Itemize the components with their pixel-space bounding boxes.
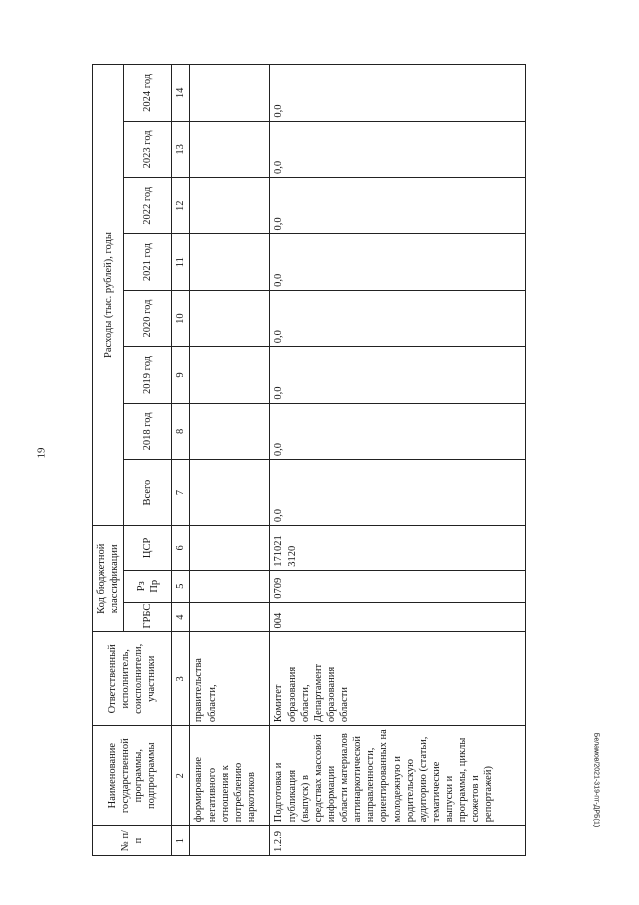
header-2019: 2019 год bbox=[124, 347, 172, 403]
row2-resp: Комитет образования области, Департамент образования области bbox=[270, 632, 526, 726]
row2-2021: 0,0 bbox=[270, 234, 526, 290]
colnum: 1 bbox=[172, 826, 190, 856]
row2-2020: 0,0 bbox=[270, 290, 526, 346]
colnum: 2 bbox=[172, 726, 190, 826]
row1-name: формирование негативного отношения к потреблению наркотиков bbox=[190, 726, 270, 826]
row1-no bbox=[190, 826, 270, 856]
header-expenses: Расходы (тыс. рублей), годы bbox=[93, 65, 124, 526]
header-2023: 2023 год bbox=[124, 121, 172, 177]
row2-2022: 0,0 bbox=[270, 178, 526, 234]
row1-resp: правительства области, bbox=[190, 632, 270, 726]
header-grbs: ГРБС bbox=[124, 602, 172, 632]
header-rz: Рз Пр bbox=[124, 570, 172, 602]
table-row bbox=[270, 65, 526, 856]
column-numbers-row bbox=[172, 65, 190, 856]
header-name: Наименование государственной программы, подпрограммы bbox=[93, 726, 172, 826]
header-no: № п/п bbox=[93, 826, 172, 856]
header-2021: 2021 год bbox=[124, 234, 172, 290]
row2-2018: 0,0 bbox=[270, 403, 526, 459]
row2-csr: 171021 3120 bbox=[270, 526, 526, 571]
colnum: 8 bbox=[172, 403, 190, 459]
colnum: 13 bbox=[172, 121, 190, 177]
header-2018: 2018 год bbox=[124, 403, 172, 459]
colnum: 4 bbox=[172, 602, 190, 632]
header-2022: 2022 год bbox=[124, 178, 172, 234]
row2-no: 1.2.9 bbox=[270, 826, 526, 856]
header-kbk: Код бюджетной классификации bbox=[93, 526, 124, 632]
colnum: 9 bbox=[172, 347, 190, 403]
row2-rz: 0709 bbox=[270, 570, 526, 602]
colnum: 3 bbox=[172, 632, 190, 726]
budget-table-rotated bbox=[92, 64, 526, 856]
header-2024: 2024 год bbox=[124, 65, 172, 122]
row2-2023: 0,0 bbox=[270, 121, 526, 177]
row2-name: Подготовка и публикация (выпуск) в средствах массовой информации области материалов антинаркотической направленности, ориентированных на молодежную и родительскую аудиторию (статьи, тематические выпуски и программы, циклы сюжетов и репортажей) bbox=[270, 726, 526, 826]
colnum: 11 bbox=[172, 234, 190, 290]
colnum: 6 bbox=[172, 526, 190, 571]
header-csr: ЦСР bbox=[124, 526, 172, 571]
table-row bbox=[190, 65, 270, 856]
colnum: 7 bbox=[172, 460, 190, 526]
header-2020: 2020 год bbox=[124, 290, 172, 346]
row2-2019: 0,0 bbox=[270, 347, 526, 403]
row2-grbs: 004 bbox=[270, 602, 526, 632]
row2-total: 0,0 bbox=[270, 460, 526, 526]
colnum: 14 bbox=[172, 65, 190, 122]
document-footer: Беламов/2021-319-пт-ДРБ(1) bbox=[592, 732, 600, 828]
colnum: 12 bbox=[172, 178, 190, 234]
page-number: 19 bbox=[35, 447, 48, 459]
colnum: 10 bbox=[172, 290, 190, 346]
budget-table bbox=[92, 64, 526, 856]
colnum: 5 bbox=[172, 570, 190, 602]
header-total: Всего bbox=[124, 460, 172, 526]
header-row-1 bbox=[93, 65, 124, 856]
header-resp: Ответственный исполнитель, соисполнители, участники bbox=[93, 632, 172, 726]
row2-2024: 0,0 bbox=[270, 65, 526, 122]
